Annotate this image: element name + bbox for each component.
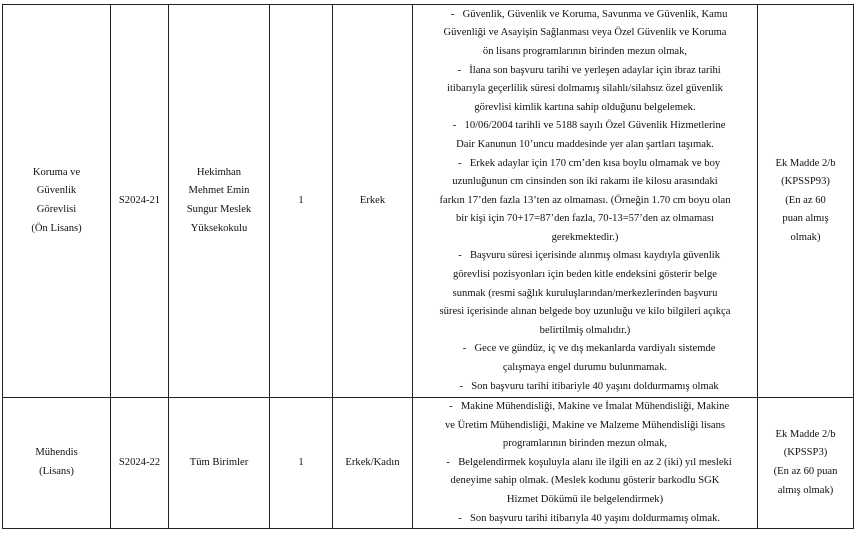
bullet-dash: - — [458, 512, 462, 524]
count-cell: 1 — [270, 5, 333, 398]
requirement-text: farkın 17’den fazla 13’ten az olmaması. (Örneğin 1.70 cm boyu olan — [439, 194, 731, 206]
unit-line: Mehmet Emin — [188, 185, 250, 197]
requirement-line — [417, 136, 753, 155]
bullet-dash: - — [446, 456, 450, 468]
requirement-item — [417, 340, 753, 359]
requirement-line — [417, 173, 753, 192]
requirement-text: Belgelendirmek koşuluyla alanı ile ilgili en az 2 (iki) yıl mesleki — [458, 456, 732, 468]
requirement-line — [417, 210, 753, 229]
bullet-dash: - — [458, 157, 462, 169]
requirement-text: uzunluğunun cm cinsinden son iki rakamı ile kilosu arasındaki — [452, 176, 718, 188]
requirement-line — [417, 435, 753, 454]
requirement-line — [417, 491, 753, 510]
requirement-line — [417, 99, 753, 118]
requirement-line — [417, 229, 753, 248]
unit-line: Sungur Meslek — [186, 204, 252, 215]
requirement-text: görevlisi pozisyonları için beden kitle endeksini gösterir belge — [453, 269, 717, 281]
requirement-text: görevlisi kimlik kartına sahip olduğunu belgelemek. — [474, 101, 696, 113]
bullet-dash: - — [457, 64, 462, 76]
position-line: Koruma ve — [32, 166, 81, 178]
bullet-dash: - — [449, 401, 453, 412]
position-line: Mühendis — [35, 447, 78, 459]
requirement-text: süresi içerisinde alınan belgede boy uzunluğu ve kilo bilgileri açıkça — [439, 306, 731, 318]
position-cell — [3, 398, 111, 529]
requirement-text: ve Üretim Mühendisliği, Makine ve Malzeme Mühendisliği lisans — [444, 419, 726, 431]
gender-cell: Erkek — [333, 5, 413, 398]
requirement-text: sunmak (resmi sağlık kuruluşlarından/merkezlerinden başvuru — [452, 287, 718, 299]
requirement-line — [417, 303, 753, 322]
criteria-line: Ek Madde 2/b — [775, 428, 836, 440]
criteria-line: almış olmak) — [777, 484, 834, 496]
requirement-text: Makine Mühendisliği, Makine ve İmalat Mühendisliği, Makine — [460, 401, 730, 412]
requirement-line — [417, 285, 753, 304]
position-line: (Lisans) — [39, 466, 74, 478]
requirement-item — [417, 62, 753, 81]
requirement-text: programlarının birinden mezun olmak, — [502, 438, 668, 450]
requirement-item — [417, 378, 753, 397]
bullet-dash: - — [452, 120, 457, 132]
requirement-text: belirtilmiş olmalıdır.) — [539, 324, 631, 336]
requirement-item — [417, 510, 753, 529]
requirement-text: Son başvuru tarihi itibariyle 40 yaşını doldurmamış olmak — [471, 380, 719, 392]
requirement-line — [417, 43, 753, 62]
requirement-text: Güvenliği ve Asayişin Sağlanması veya Özel Güvenlik ve Koruma — [443, 27, 727, 39]
requirement-text: Gece ve gündüz, iç ve dış mekanlarda vardiyalı sistemde — [474, 343, 716, 355]
bullet-dash: - — [462, 343, 467, 355]
criteria-line: Ek Madde 2/b — [775, 157, 836, 169]
requirement-text: Son başvuru tarihi itibarıyla 40 yaşını doldurmamış olmak. — [469, 512, 721, 524]
position-line: Görevlisi — [36, 204, 77, 215]
position-line: (Ön Lisans) — [31, 222, 82, 234]
code-cell: S2024-21 — [111, 5, 169, 398]
requirement-text: Güvenlik, Güvenlik ve Koruma, Savunma ve Güvenlik, Kamu — [462, 8, 728, 20]
requirements-cell — [413, 5, 758, 398]
requirement-text: bir kişi için 70+17=87’den fazla, 70-13=57’den az olmaması — [456, 213, 714, 225]
requirement-item — [417, 155, 753, 174]
requirement-line — [417, 80, 753, 99]
requirement-item — [417, 454, 753, 473]
unit-line: Yüksekokulu — [190, 222, 248, 234]
unit-cell — [169, 398, 270, 529]
position-cell — [3, 5, 111, 398]
gender-cell: Erkek/Kadın — [333, 398, 413, 529]
requirement-item — [417, 398, 753, 417]
requirement-text: Dair Kanunun 10’uncu maddesinde yer alan şartları taşımak. — [456, 138, 714, 150]
requirement-line — [417, 192, 753, 211]
requirements-cell — [413, 398, 758, 529]
bullet-dash: - — [458, 250, 462, 262]
requirement-item — [417, 6, 753, 25]
requirement-item — [417, 117, 753, 136]
criteria-cell — [758, 398, 854, 529]
requirement-text: Başvuru süresi içerisinde alınmış olması kaydıyla güvenlik — [469, 250, 721, 262]
bullet-dash: - — [450, 8, 455, 20]
requirement-line — [417, 266, 753, 285]
requirement-text: 10/06/2004 tarihli ve 5188 sayılı Özel Güvenlik Hizmetlerine — [464, 120, 726, 132]
unit-line: Hekimhan — [196, 166, 242, 178]
requirement-line — [417, 472, 753, 491]
requirement-line — [417, 322, 753, 341]
requirement-text: deneyime sahip olmak. (Meslek kodunu gösterir barkodlu SGK — [450, 475, 720, 487]
criteria-cell — [758, 5, 854, 398]
job-posting-table — [2, 4, 854, 529]
unit-cell — [169, 5, 270, 398]
criteria-line: olmak) — [790, 231, 821, 243]
table-row — [3, 5, 854, 398]
requirement-text: itibarıyla geçerlilik süresi dolmamış silahlı/silahsız özel güvenlik — [447, 83, 723, 95]
bullet-dash: - — [459, 380, 464, 392]
requirement-text: çalışmaya engel durumu bulunmamak. — [502, 362, 668, 374]
requirement-text: Erkek adaylar için 170 cm’den kısa boylu olmamak ve boy — [469, 157, 721, 169]
criteria-line: (KPSSP3) — [783, 447, 828, 459]
criteria-line: (En az 60 puan — [773, 466, 838, 478]
requirement-text: ön lisans programlarının birinden mezun olmak, — [482, 45, 688, 57]
position-line: Güvenlik — [36, 185, 77, 197]
criteria-line: (En az 60 — [785, 194, 826, 206]
requirement-line — [417, 417, 753, 436]
requirement-text: Hizmet Dökümü ile belgelendirmek) — [506, 493, 664, 505]
requirement-line — [417, 24, 753, 43]
unit-line: Tüm Birimler — [189, 456, 249, 468]
requirement-item — [417, 247, 753, 266]
criteria-line: (KPSSP93) — [781, 176, 830, 188]
requirement-text: gerekmektedir.) — [551, 231, 619, 243]
count-cell: 1 — [270, 398, 333, 529]
requirement-text: İlana son başvuru tarihi ve yerleşen adaylar için ibraz tarihi — [469, 64, 721, 76]
code-cell: S2024-22 — [111, 398, 169, 529]
criteria-line: puan almış — [782, 213, 829, 225]
requirement-line — [417, 359, 753, 378]
table-row — [3, 398, 854, 529]
